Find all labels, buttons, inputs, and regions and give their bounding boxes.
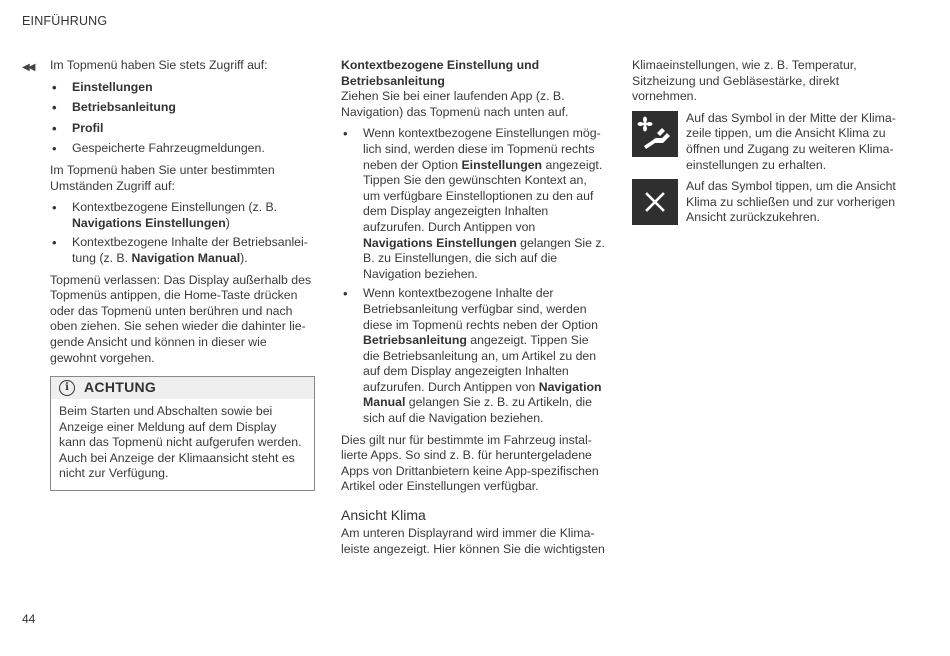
warning-box (50, 376, 315, 491)
section-intro: Ziehen Sie bei einer laufenden App (z. B. Navigation) das Topmenü nach unten auf. (341, 89, 569, 119)
close-icon[interactable] (632, 179, 678, 225)
page-number: 44 (22, 612, 36, 626)
keyword: Navigation Manual (363, 379, 602, 410)
warning-title: ACHTUNG (84, 379, 157, 396)
section-heading-klima: Ansicht Klima (341, 507, 426, 524)
column-2 (341, 58, 606, 563)
column-3 (632, 58, 897, 232)
list-item: • Profil (50, 121, 315, 137)
symbol-open-text: Auf das Symbol in der Mitte der Klimazeile tippen, um die Ansicht Klima zu öffnen und Zugang zu weiteren Klimaeinstellungen zu erhalten. (686, 110, 896, 172)
list-item: • Wenn kontextbezogene Inhalte der Betriebsanleitung verfügbar sind, werden diese im Topmenü rechts neben der Option Betriebsanleitung angezeigt. Tippen Sie die Betriebsanleitung an, um Artikel zu den auf dem Display angezeigten Inhalten aufzurufen. Durch Antippen von Navigation Manual gelangen Sie z. B. zu Artikeln, die sich auf die Navigation beziehen. (341, 286, 606, 426)
info-circle-icon: i (59, 380, 75, 396)
keyword: Navigations Einstellungen (363, 235, 517, 250)
symbol-close-text: Auf das Symbol tippen, um die Ansicht Klima zu schließen und zur vorherigen Ansicht zurückzukehren. (686, 179, 896, 225)
list-item: • Wenn kontextbezogene Einstellungen möglich sind, werden diese im Topmenü rechts neben der Option Einstellungen angezeigt. Tippen Sie den gewünschten Kontext an, um verfügbare Einstelloptionen zu den auf dem Display angezeigten Inhalten aufzurufen. Durch Antippen von Navigations Einstellungen gelangen Sie z. B. zu Einstellungen, die sich auf die Navigation beziehen. (341, 126, 606, 282)
warning-header (51, 377, 314, 399)
context-list (341, 126, 606, 426)
list-item: • Betriebsanleitung (50, 100, 315, 116)
warning-body: Beim Starten und Abschalten sowie bei Anzeige einer Meldung auf dem Display kann das Topmenü nicht aufgerufen werden. Auch bei Anzeige der Klimaansicht steht es nicht zur Verfügung. (59, 404, 302, 481)
symbol-row-close (632, 179, 897, 226)
topmenu-list (50, 80, 315, 157)
double-chevron-left-icon[interactable]: ◀◀ (22, 62, 34, 73)
apps-note: Dies gilt nur für bestimmte im Fahrzeug installierte Apps. So sind z. B. für heruntergeladene Apps von Drittanbietern keine App-spezifischen Artikel oder Einstellungen verfügbar. (341, 432, 599, 494)
list-item: • Gespeicherte Fahrzeugmeldungen. (50, 141, 315, 157)
conditional-list (50, 200, 315, 266)
keyword: Navigation Manual (131, 250, 241, 265)
fan-climate-icon[interactable] (632, 111, 678, 157)
symbol-row-open (632, 111, 897, 173)
section-subheading: Kontextbezogene Einstellung und Betriebsanleitung (341, 58, 540, 88)
keyword: Einstellungen (461, 157, 543, 172)
conditional-intro: Im Topmenü haben Sie unter bestimmten Umständen Zugriff auf: (50, 162, 275, 193)
klima-text: Am unteren Displayrand wird immer die Klimaleiste angezeigt. Hier können Sie die wichtigsten (341, 526, 605, 556)
keyword: Betriebsanleitung (363, 333, 467, 348)
column-1 (50, 58, 315, 491)
list-item: • Kontextbezogene Inhalte der Betriebsanleitung (z. B. Navigation Manual). (50, 235, 315, 266)
klima-continued: Klimaeinstellungen, wie z. B. Temperatur, Sitzheizung und Gebläsestärke, direkt vornehmen. (632, 58, 857, 104)
topmenu-intro: Im Topmenü haben Sie stets Zugriff auf: (50, 58, 268, 72)
page-header: EINFÜHRUNG (22, 14, 108, 28)
list-item: • Kontextbezogene Einstellungen (z. B. Navigations Einstellungen) (50, 200, 315, 231)
list-item: • Einstellungen (50, 80, 315, 96)
keyword: Navigations Einstellungen (72, 215, 226, 230)
leave-topmenu-text: Topmenü verlassen: Das Display außerhalb des Topmenüs antippen, die Home-Taste drücken oder das Topmenü unten berühren und nach oben ziehen. Sie sehen wieder die dahinter liegende Ansicht und können in dieser wie gewohnt vorgehen. (50, 272, 312, 365)
